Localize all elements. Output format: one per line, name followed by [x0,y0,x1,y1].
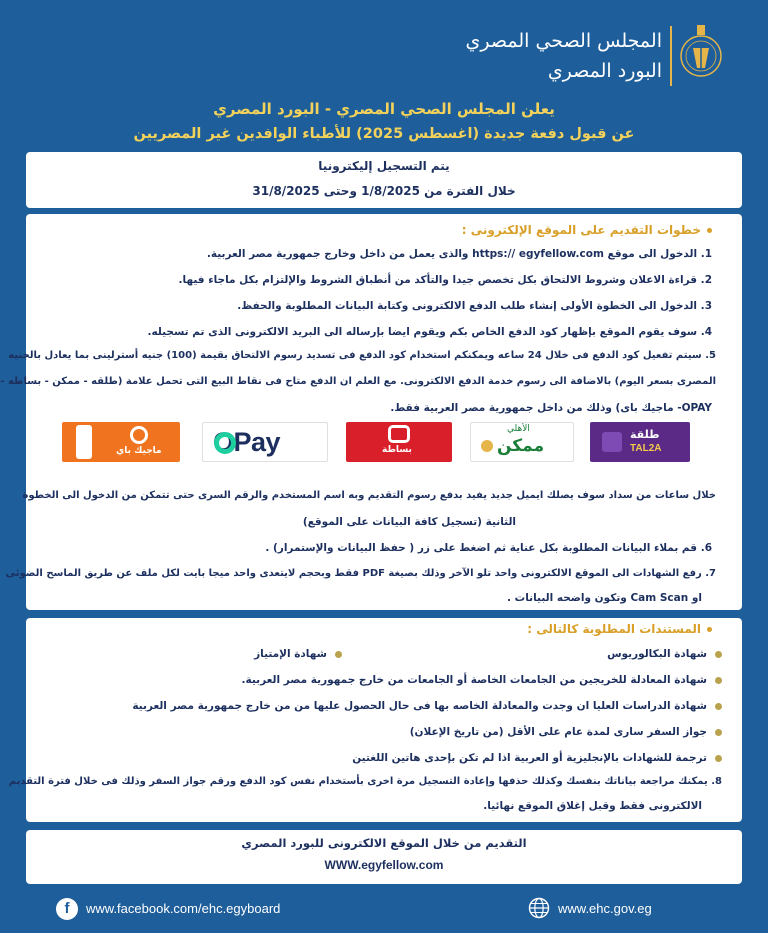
document-item [254,648,342,660]
document-item-text: ترجمة للشهادات بالإنجليزية أو العربية اذا لم تكن بإحدى هاتين اللغتين [352,752,707,764]
documents-heading-text: المستندات المطلوبة كالتالى : [527,622,701,636]
step-line: 1. الدخول الى موقع https:// egyfellow.com والذى يعمل من داخل وخارج جمهورية مصر العربية. [206,248,712,260]
step-line: 3. الدخول الى الخطوة الأولى إنشاء طلب الدفع الالكترونى وكتابة البيانات المطلوبة والحفظ. [237,300,712,312]
announcement-line1: يعلن المجلس الصحي المصري - البورد المصري [213,100,555,118]
apply-box [26,830,742,884]
registration-line1: يتم التسجيل إليكترونيا [318,159,450,173]
document-item [352,752,722,764]
facebook-link[interactable]: www.facebook.com/ehc.egyboard [86,901,281,916]
document-item-text: شهادة الدراسات العليا ان وجدت والمعادلة الخاصه بها فى حال الحصول عليها من من خارج جمهورية مصر العربية [132,700,707,712]
step-line: 4. سوف يقوم الموقع بإظهار كود الدفع الخاص بكم ويقوم ايضا بإرساله الى البريد الالكترونى الذى تم تسجيله. [147,326,712,338]
payment-logos-strip [62,422,708,462]
opay-logo [202,422,328,462]
basata-logo [346,422,452,462]
egyptian-health-council-logo-icon [678,22,724,86]
bullet-dot-icon [707,627,712,632]
step-line: او Cam Scan وتكون واضحه البيانات . [507,592,702,604]
steps-heading [462,223,712,237]
documents-note-line1: 8. يمكنك مراجعة بياناتك بنفسك وكذلك حذفها وإعادة التسجيل مرة اخرى بأستخدام نفس كود الدفع ورقم جواز السفر وذلك فى خلال فترة التقديم [8,776,722,787]
bullet-dot-icon [715,651,722,658]
org-name-line2: البورد المصري [547,60,662,82]
step-line: المصرى بسعر اليوم) بالاضافة الى رسوم خدمة الدفع الالكترونى. مع العلم ان الدفع متاح فى نقاط البيع التى تحمل علامة (طلقه - ممكن - بساطه - [0,376,716,387]
basata-arabic: بساطة [382,445,412,455]
magic-pay-icon [130,426,148,444]
documents-heading [527,622,712,636]
talza-arabic: طلقة [630,428,660,441]
step-line: 6. قم بملاء البيانات المطلوبة بكل عناية ثم اضغط على زر ( حفظ البيانات والإستمرار) . [265,542,712,554]
document-item-text: شهادة البكالوريوس [607,648,707,660]
header [0,14,768,142]
step-line: 2. قراءة الاعلان وشروط الالتحاق بكل تخصص جيدا والتأكد من أنطباق الشروط والإلتزام بكل ماجاء فيها. [178,274,712,286]
application-steps-box [0,214,742,610]
talza-icon [602,432,622,452]
bullet-dot-icon [715,703,722,710]
document-item-text: شهادة الإمتياز [254,648,327,660]
document-item [242,674,722,686]
document-item [410,726,722,738]
documents-note-line2: الالكترونى فقط وقبل إغلاق الموقع نهائيا. [483,800,702,812]
bullet-dot-icon [715,729,722,736]
steps-heading-text: خطوات التقديم على الموقع الإلكترونى : [461,223,701,237]
org-name-line1: المجلس الصحي المصري [465,30,662,52]
bullet-dot-icon [715,677,722,684]
bullet-dot-icon [707,228,712,233]
magic-pay-text: ماجيك باي [116,446,162,456]
step-line: OPAY- ماجيك باى) وذلك من داخل جمهورية مصر العربية فقط. [390,402,712,414]
bullet-dot-icon [335,651,342,658]
document-item [607,648,722,660]
step-line: 5. سيتم تفعيل كود الدفع فى خلال 24 ساعه ويمكنكم استخدام كود الدفع فى تسديد رسوم الالتحاق بقيمة (100) جنيه أسترلينى بما يعادل بالجنيه [8,350,716,361]
footer [0,892,768,928]
logo-divider [670,26,672,86]
mumkin-top: الأهلي [507,424,530,434]
registration-period-box [26,152,742,208]
step-line: الثانية (تسجيل كافة البيانات على الموقع) [302,516,516,528]
talza-logo [590,422,690,462]
required-documents-box [8,618,742,822]
apply-line1: التقديم من خلال الموقع الالكترونى للبورد المصري [241,836,527,850]
phone-icon [76,425,92,459]
facebook-icon[interactable]: f [56,898,78,920]
step-line: خلال ساعات من سداد سوف يصلك ايميل جديد يفيد بدفع رسوم التقديم وبه اسم المستخدم والرقم السرى حتى تتمكن من الدخول الى الخطوة [22,490,716,501]
globe-icon [528,897,550,919]
website-link[interactable]: www.ehc.gov.eg [558,901,652,916]
document-item-text: جواز السفر سارى لمدة عام على الأقل (من تاريخ الإعلان) [409,726,707,738]
talza-english: TAL2A [630,443,662,454]
magic-pay-logo [62,422,180,462]
apply-website-link[interactable]: WWW.egyfellow.com [324,858,444,872]
mumkin-coin-icon [481,440,493,452]
step-line: 7. رفع الشهادات الى الموقع الالكترونى واحد تلو الآخر وذلك بصيغة PDF فقط وبحجم لايتعدى واحد ميجا بايت لكل ملف عن طريق الماسح الضوئى [5,568,716,579]
document-item [132,700,722,712]
mumkin-text: ممكن [497,436,545,456]
opay-ring-icon [214,432,236,454]
basata-icon [388,425,410,443]
registration-line2: خلال الفترة من 1/8/2025 وحتى 31/8/2025 [252,184,516,198]
announcement-line2: عن قبول دفعة جديدة (اغسطس 2025) للأطباء الوافدين غير المصريين [133,126,635,142]
bullet-dot-icon [715,755,722,762]
opay-text: OPay [213,427,281,457]
document-item-text: شهادة المعادلة للخريجين من الجامعات الخاصة أو الجامعات من خارج جمهورية مصر العربية. [241,674,707,686]
mumkin-logo [470,422,574,462]
